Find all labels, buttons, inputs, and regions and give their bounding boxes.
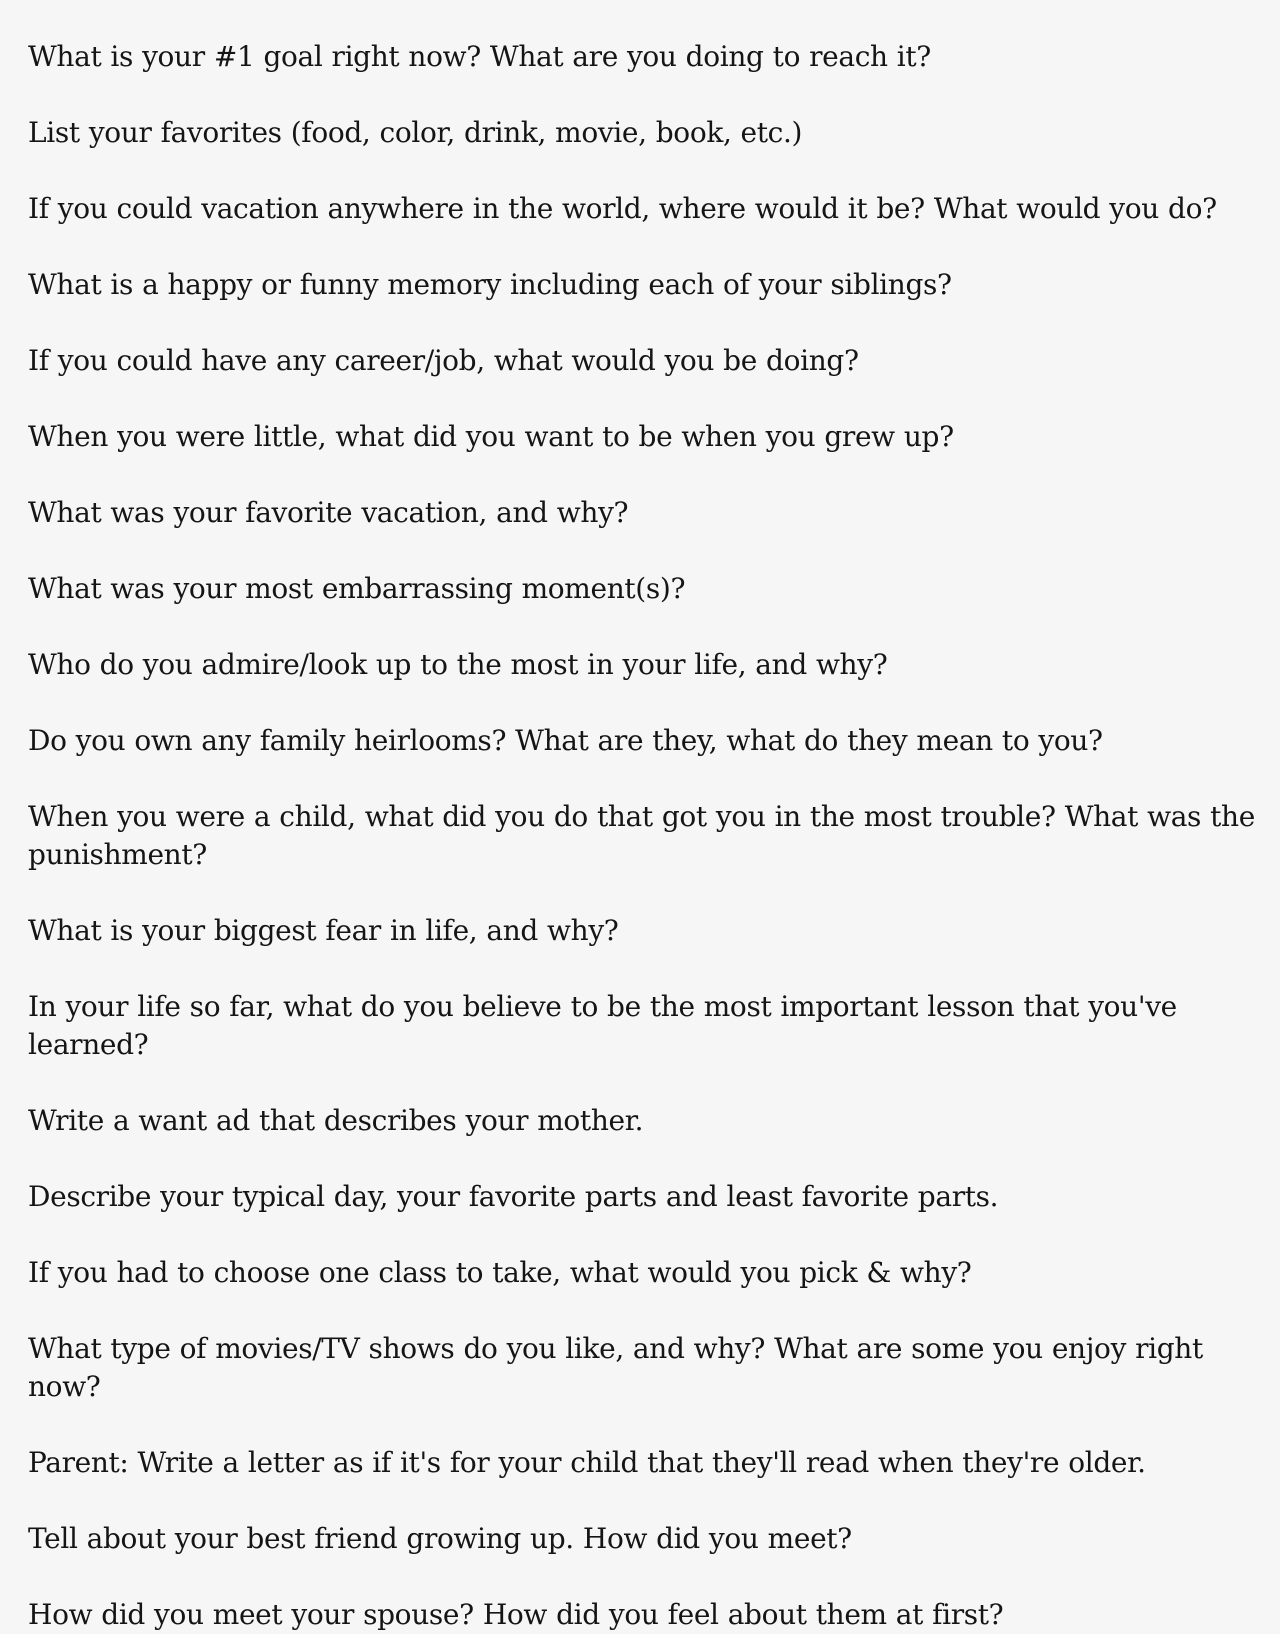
question-childhood-trouble: When you were a child, what did you do that got you in the most trouble? What was the punishment? (28, 800, 1255, 871)
question-class-choice: If you had to choose one class to take, what would you pick & why? (28, 1256, 972, 1289)
question-goal: What is your #1 goal right now? What are you doing to reach it? (28, 40, 931, 73)
question-mother-want-ad: Write a want ad that describes your mother. (28, 1104, 644, 1137)
question-dream-vacation: If you could vacation anywhere in the world, where would it be? What would you do? (28, 192, 1217, 225)
question-typical-day: Describe your typical day, your favorite parts and least favorite parts. (28, 1180, 999, 1213)
question-best-friend: Tell about your best friend growing up. How did you meet? (28, 1522, 852, 1555)
question-list (28, 38, 1258, 1634)
question-biggest-fear: What is your biggest fear in life, and why? (28, 914, 619, 947)
question-admire: Who do you admire/look up to the most in your life, and why? (28, 648, 888, 681)
question-embarrassing-moment: What was your most embarrassing moment(s)? (28, 572, 686, 605)
question-movies-tv: What type of movies/TV shows do you like, and why? What are some you enjoy right now? (28, 1332, 1203, 1403)
question-favorites: List your favorites (food, color, drink, movie, book, etc.) (28, 116, 803, 149)
question-career: If you could have any career/job, what would you be doing? (28, 344, 859, 377)
question-childhood-dream: When you were little, what did you want to be when you grew up? (28, 420, 954, 453)
question-spouse: How did you meet your spouse? How did you feel about them at first? (28, 1598, 1004, 1631)
question-heirlooms: Do you own any family heirlooms? What are they, what do they mean to you? (28, 724, 1103, 757)
question-parent-letter: Parent: Write a letter as if it's for your child that they'll read when they're older. (28, 1446, 1146, 1479)
question-favorite-vacation: What was your favorite vacation, and why? (28, 496, 629, 529)
question-sibling-memory: What is a happy or funny memory including each of your siblings? (28, 268, 952, 301)
question-important-lesson: In your life so far, what do you believe to be the most important lesson that you've learned? (28, 990, 1177, 1061)
